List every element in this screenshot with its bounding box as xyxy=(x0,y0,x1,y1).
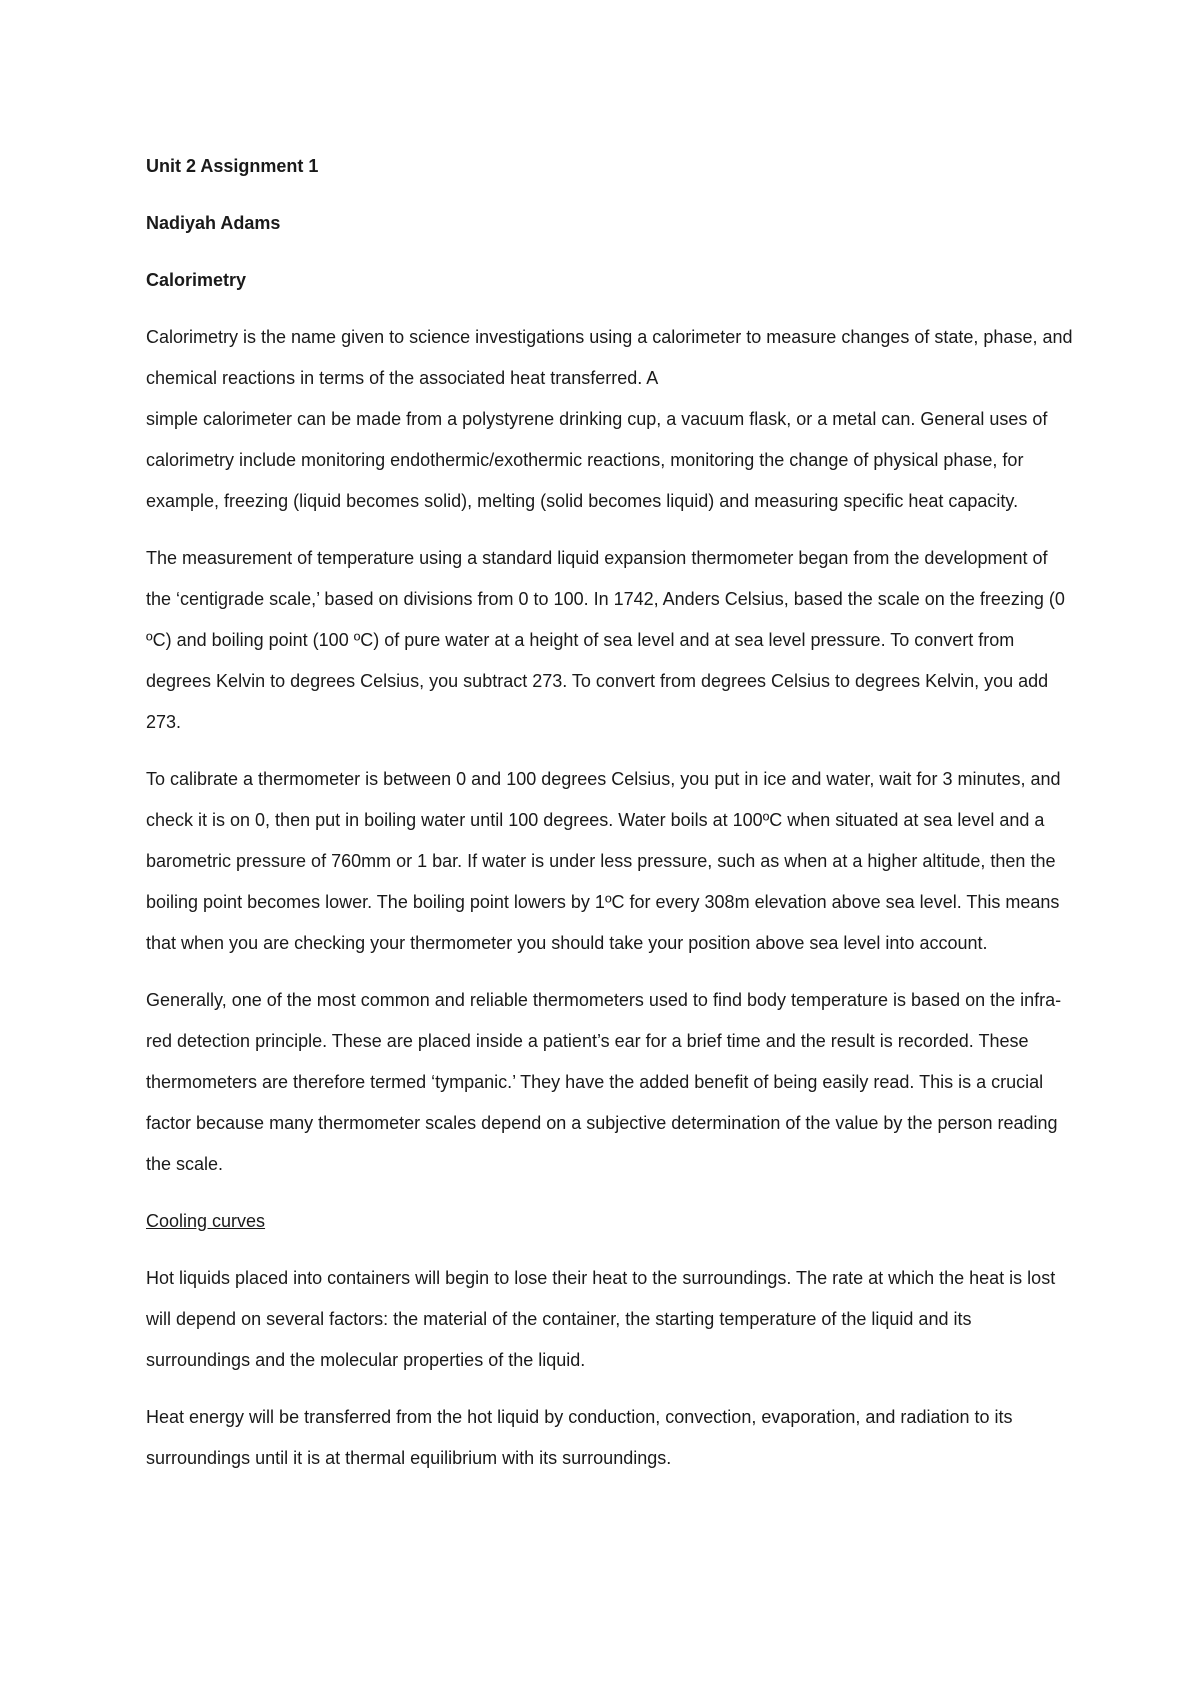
author-name: Nadiyah Adams xyxy=(146,213,281,233)
paragraph-temperature-scale: The measurement of temperature using a standard liquid expansion thermometer began from the development of the ‘centigrade scale,’ based on divisions from 0 to 100. In 1742, Anders Celsius, based the scale on the freezing (0 ºC) and boiling point (100 ºC) of pure water at a height of sea level and at sea level pressure. To convert from degrees Kelvin to degrees Celsius, you subtract 273. To convert from degrees Celsius to degrees Kelvin, you add 273. xyxy=(146,548,1065,732)
paragraph-intro-part-1: Calorimetry is the name given to science investigations using a calorimeter to measure changes of state, phase, and chemical reactions in terms of the associated heat transferred. A xyxy=(146,327,1073,388)
paragraph-heat-transfer: Heat energy will be transferred from the hot liquid by conduction, convection, evaporation, and radiation to its surroundings until it is at thermal equilibrium with its surroundings. xyxy=(146,1407,1013,1468)
document-title: Unit 2 Assignment 1 xyxy=(146,156,319,176)
section-heading: Calorimetry xyxy=(146,270,247,290)
subheading-cooling-curves: Cooling curves xyxy=(146,1211,266,1231)
paragraph-intro-part-2: simple calorimeter can be made from a polystyrene drinking cup, a vacuum flask, or a metal can. General uses of calorimetry include monitoring endothermic/exothermic reactions, monitoring the change of physical phase, for example, freezing (liquid becomes solid), melting (solid becomes liquid) and measuring specific heat capacity. xyxy=(146,409,1048,511)
paragraph-cooling: Hot liquids placed into containers will begin to lose their heat to the surroundings. The rate at which the heat is lost will depend on several factors: the material of the container, the starting temperature of the liquid and its surroundings and the molecular properties of the liquid. xyxy=(146,1268,1056,1370)
paragraph-calibration: To calibrate a thermometer is between 0 and 100 degrees Celsius, you put in ice and water, wait for 3 minutes, and check it is on 0, then put in boiling water until 100 degrees. Water boils at 100ºC when situated at sea level and a barometric pressure of 760mm or 1 bar. If water is under less pressure, such as when at a higher altitude, then the boiling point becomes lower. The boiling point lowers by 1ºC for every 308m elevation above sea level. This means that when you are checking your thermometer you should take your position above sea level into account. xyxy=(146,769,1061,953)
paragraph-thermometers: Generally, one of the most common and reliable thermometers used to find body temperature is based on the infra-red detection principle. These are placed inside a patient’s ear for a brief time and the result is recorded. These thermometers are therefore termed ‘tympanic.’ They have the added benefit of being easily read. This is a crucial factor because many thermometer scales depend on a subjective determination of the value by the person reading the scale. xyxy=(146,990,1062,1174)
document-page xyxy=(146,146,1076,1495)
paragraph-intro xyxy=(146,317,1076,522)
